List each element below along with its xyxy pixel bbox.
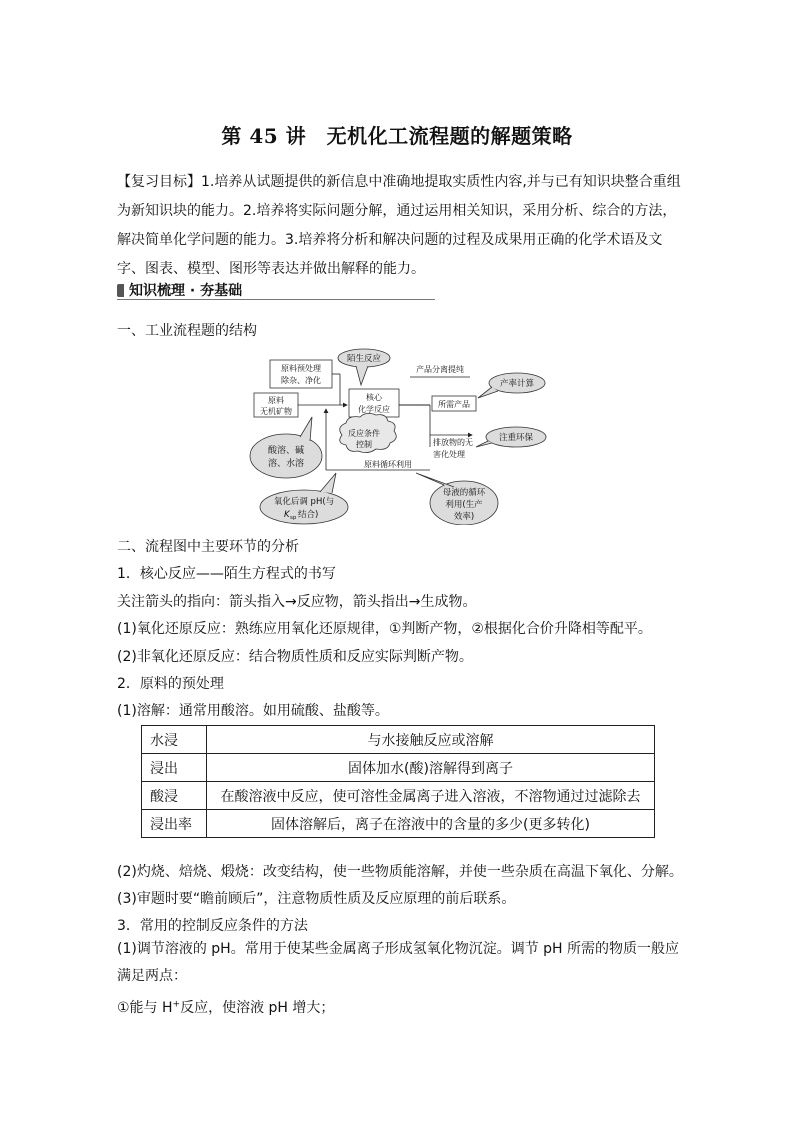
mother-label-2: 利用(生产 bbox=[445, 500, 483, 510]
section-divider bbox=[117, 299, 435, 300]
p-react-h-b: 反应，使溶液 pH 增大； bbox=[180, 1000, 335, 1016]
pretreat-label-1: 原料预处理 bbox=[281, 364, 321, 373]
core-label-1: 核心 bbox=[366, 393, 382, 402]
table-value: 固体溶解后，离子在溶液中的含量的多少(更多转化) bbox=[207, 810, 655, 838]
page-title: 第 45 讲 无机化工流程题的解题策略 bbox=[221, 124, 573, 148]
p-react-h-a: ①能与 H bbox=[117, 1000, 173, 1016]
env-bubble-tail bbox=[476, 441, 492, 447]
yield-label: 产率计算 bbox=[499, 379, 535, 389]
table-value: 与水接触反应或溶解 bbox=[207, 726, 655, 754]
dissolve-label-1: 酸溶、碱 bbox=[267, 446, 305, 456]
condition-label-2: 控制 bbox=[356, 440, 372, 449]
table-value: 在酸溶液中反应，使可溶性金属离子进入溶液，不溶物通过过滤除去 bbox=[207, 782, 655, 810]
ph-label-k: K bbox=[284, 510, 290, 520]
ph-label-3: 结合) bbox=[298, 510, 319, 520]
p-review-context: (3)审题时要“瞻前顾后”，注意物质性质及反应原理的前后联系。 bbox=[117, 891, 516, 907]
heading-analysis: 二、流程图中主要环节的分析 bbox=[117, 539, 299, 555]
ph-bubble-tail bbox=[320, 473, 336, 493]
p-redox: (1)氧化还原反应：熟练应用氧化还原规律，①判断产物，②根据化合价升降相等配平。 bbox=[117, 621, 652, 637]
section-header bbox=[117, 280, 435, 300]
section-bar-icon bbox=[117, 284, 124, 297]
p-react-h-sup: + bbox=[172, 999, 181, 1010]
flow-diagram bbox=[240, 347, 560, 525]
dissolve-bubble bbox=[250, 434, 322, 478]
p-dissolve: (1)溶解：通常用酸溶。如用硫酸、盐酸等。 bbox=[117, 703, 389, 719]
dissolve-label-2: 溶、水溶 bbox=[267, 459, 305, 469]
section-title: 知识梳理 · 夯基础 bbox=[129, 283, 243, 299]
review-body: 1.培养从试题提供的新信息中准确地提取实质性内容,并与已有知识块整合重组为新知识块的能力。2.培养将实际问题分解，通过运用相关知识，采用分析、综合的方法，解决简单化学问题的能力。3.培养将分析和解决问题的过程及成果用正确的化学术语及文字、图表、模型、图形等表达并做出解释的能力。 bbox=[117, 174, 681, 277]
table-row bbox=[142, 810, 655, 838]
mother-label-1: 母液的循环 bbox=[442, 488, 486, 498]
emit-label-1: 排放物的无 bbox=[433, 438, 473, 447]
condition-label-1: 反应条件 bbox=[348, 429, 380, 438]
mother-bubble-tail bbox=[416, 473, 454, 487]
p-core-reaction: 1．核心反应——陌生方程式的书写 bbox=[117, 566, 336, 582]
env-label: 注重环保 bbox=[498, 433, 534, 443]
p-control-methods: 3．常用的控制反应条件的方法 bbox=[117, 918, 308, 934]
emit-label-2: 害化处理 bbox=[433, 450, 465, 459]
p-roasting: (2)灼烧、焙烧、煅烧：改变结构，使一些物质能溶解，并使一些杂质在高温下氧化、分解。 bbox=[117, 864, 683, 880]
raw-label-2: 无机矿物 bbox=[260, 407, 292, 416]
p-non-redox: (2)非氧化还原反应：结合物质性质和反应实际判断产物。 bbox=[117, 649, 473, 665]
ph-label-1: 氧化后调 pH(与 bbox=[273, 497, 335, 507]
p-adjust-ph: (1)调节溶液的 pH。常用于使某些金属离子形成氢氧化物沉淀。调节 pH 所需的物质一般应满足两点： bbox=[117, 941, 680, 984]
dissolve-bubble-tail bbox=[300, 417, 312, 441]
mother-label-3: 效率) bbox=[453, 512, 475, 522]
strange-bubble-tail bbox=[356, 366, 368, 385]
table-row bbox=[142, 754, 655, 782]
separate-label: 产品分离提纯 bbox=[416, 365, 464, 374]
table-value: 固体加水(酸)溶解得到离子 bbox=[207, 754, 655, 782]
table-row bbox=[142, 726, 655, 754]
table-key: 水浸 bbox=[142, 726, 207, 754]
review-tag: 【复习目标】 bbox=[117, 174, 201, 190]
leaching-table bbox=[141, 725, 655, 838]
p-arrow-direction: 关注箭头的指向：箭头指入→反应物，箭头指出→生成物。 bbox=[117, 594, 477, 610]
recycle-label: 原料循环利用 bbox=[364, 460, 412, 469]
table-key: 浸出率 bbox=[142, 810, 207, 838]
p-react-h bbox=[117, 997, 334, 1017]
core-label-2: 化学反应 bbox=[358, 405, 390, 414]
p-pretreatment: 2．原料的预处理 bbox=[117, 676, 224, 692]
heading-structure: 一、工业流程题的结构 bbox=[117, 323, 257, 339]
ph-label-sp: sp bbox=[290, 515, 297, 521]
table-key: 酸浸 bbox=[142, 782, 207, 810]
table-row bbox=[142, 782, 655, 810]
strange-label: 陌生反应 bbox=[346, 354, 382, 364]
pretreat-label-2: 除杂、净化 bbox=[281, 376, 321, 385]
product-label: 所需产品 bbox=[438, 400, 470, 409]
raw-label-1: 原料 bbox=[268, 396, 284, 405]
table-key: 浸出 bbox=[142, 754, 207, 782]
review-objectives bbox=[117, 168, 682, 284]
